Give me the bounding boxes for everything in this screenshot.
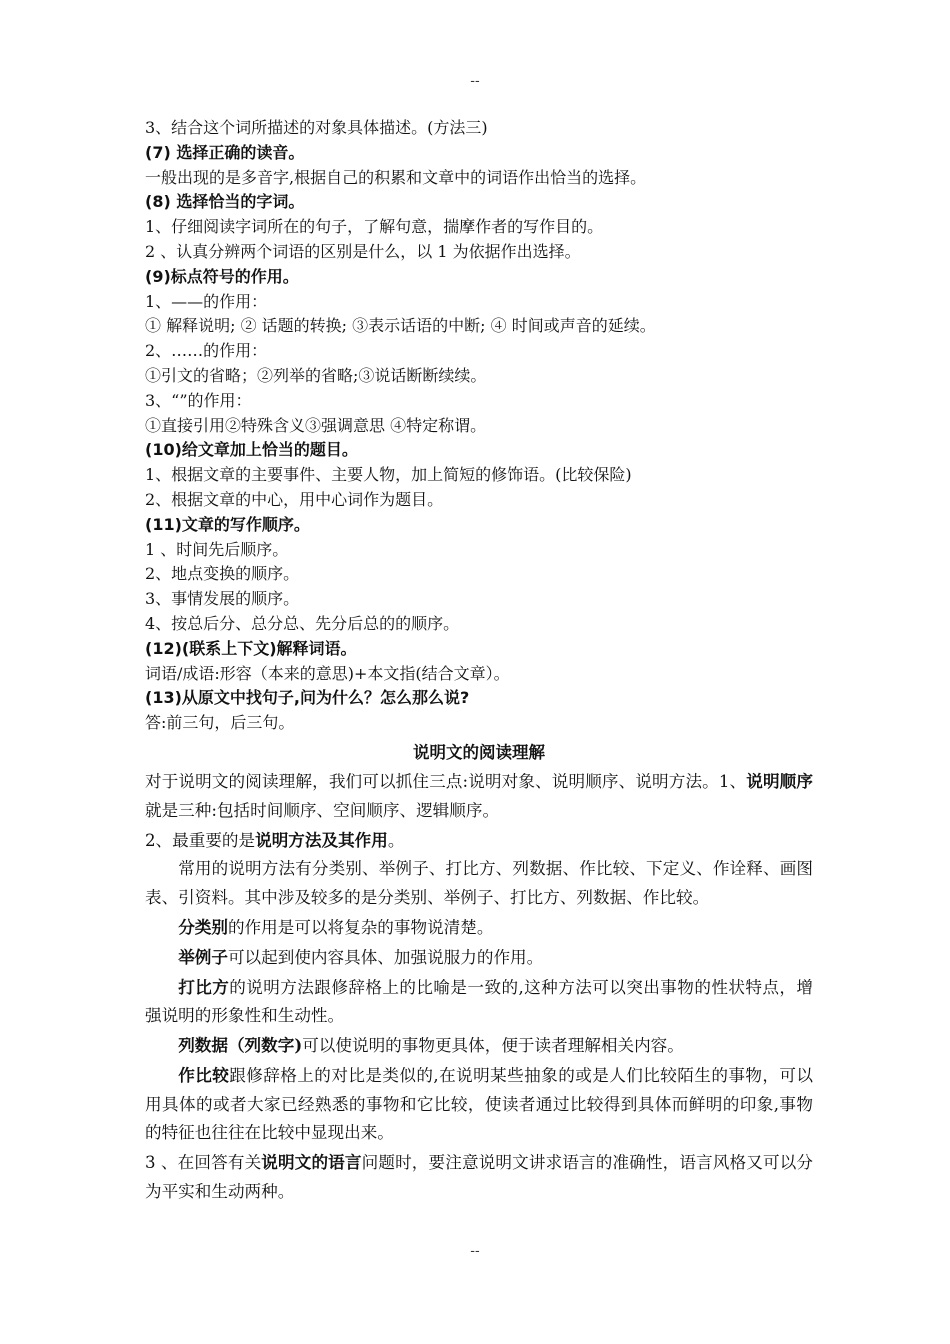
bold-term: 举例子 [178, 946, 228, 967]
paragraph-language [145, 1148, 813, 1207]
list-item: 2、……的作用： [145, 341, 268, 361]
list-item: 3、结合这个词所描述的对象具体描述。(方法三) [145, 118, 488, 137]
paragraph-examples [145, 943, 813, 973]
text-run: 问题时，要注意说明文讲求语言的准确性，语言风格又可以分为平实和生动两种。 [145, 1153, 814, 1202]
list-item: ①直接引用②特殊含义③强调意思 ④特定称谓。 [145, 415, 487, 435]
bold-term: 列数据（列数字) [178, 1035, 303, 1056]
bold-term: 分类别 [178, 916, 228, 937]
text-run: 。 [387, 830, 405, 850]
list-item: 词语/成语:形容（本来的意思)+本文指(结合文章）。 [145, 663, 510, 683]
bold-term: 打比方 [178, 976, 230, 997]
text-run: 就是三种:包括时间顺序、空间顺序、逻辑顺序。 [145, 800, 500, 820]
text-run: 可以使说明的事物更具体，便于读者理解相关内容。 [302, 1036, 684, 1056]
section-heading-10: (10)给文章加上恰当的题目。 [145, 440, 358, 460]
paragraph-comparison [145, 1061, 813, 1148]
list-item: 2、地点变换的顺序。 [145, 564, 300, 584]
bold-term: 说明方法及其作用 [255, 829, 388, 850]
paragraph-data [145, 1031, 813, 1061]
text-run: 2、最重要的是 [145, 830, 256, 850]
document-body [145, 116, 813, 1207]
list-item: ① 解释说明; ② 话题的转换; ③表示话语的中断; ④ 时间或声音的延续。 [145, 316, 656, 336]
list-item: 2、根据文章的中心，用中心词作为题目。 [145, 489, 444, 509]
paragraph-intro [145, 767, 813, 826]
section-heading-12: (12)(联系上下文)解释词语。 [145, 638, 357, 658]
text-run: 3 、在回答有关 [145, 1153, 262, 1173]
list-item: 4、按总后分、总分总、先分后总的的顺序。 [145, 613, 460, 633]
list-item: 一般出现的是多音字,根据自己的积累和文章中的词语作出恰当的选择。 [145, 167, 647, 187]
list-item: ①引文的省略；②列举的省略;③说话断断续续。 [145, 365, 487, 385]
section-heading-7: (7) 选择正确的读音。 [145, 142, 305, 162]
section-title: 说明文的阅读理解 [413, 742, 545, 762]
text-run: 对于说明文的阅读理解，我们可以抓住三点:说明对象、说明顺序、说明方法。1、 [145, 771, 747, 791]
section-heading-9: (9)标点符号的作用。 [145, 266, 299, 286]
paragraph-methods [145, 826, 813, 856]
page-marker-top: -- [470, 74, 480, 89]
section-heading-11: (11)文章的写作顺序。 [145, 514, 310, 534]
paragraph-common-methods: 常用的说明方法有分类别、举例子、打比方、列数据、作比较、下定义、作诠释、画图表、引资料。其中涉及较多的是分类别、举例子、打比方、列数据、作比较。 [145, 859, 813, 908]
text-run: 跟修辞格上的对比是类似的,在说明某些抽象的或是人们比较陌生的事物，可以用具体的或者大家已经熟悉的事物和它比较，使读者通过比较得到具体而鲜明的印象,事物的特征也往往在比较中显现出来。 [145, 1065, 813, 1143]
bold-term: 说明顺序 [746, 770, 813, 791]
list-item: 3、“”的作用： [145, 390, 252, 410]
list-item: 答:前三句，后三句。 [145, 713, 295, 733]
list-item: 1、仔细阅读字词所在的句子，了解句意，揣摩作者的写作目的。 [145, 217, 604, 237]
paragraph-classification [145, 913, 813, 943]
list-item: 1、——的作用： [145, 291, 268, 311]
paragraph-analogy [145, 973, 813, 1032]
text-run: 的说明方法跟修辞格上的比喻是一致的,这种方法可以突出事物的性状特点，增强说明的形象性和生动性。 [145, 977, 813, 1026]
list-item: 1、根据文章的主要事件、主要人物，加上简短的修饰语。(比较保险) [145, 465, 632, 485]
text-run: 的作用是可以将复杂的事物说清楚。 [227, 917, 494, 937]
text-run: 可以起到使内容具体、加强说服力的作用。 [227, 947, 544, 967]
list-item: 1 、时间先后顺序。 [145, 539, 289, 559]
list-item: 2 、认真分辨两个词语的区别是什么，以 1 为依据作出选择。 [145, 241, 581, 261]
page-marker-bottom: -- [470, 1244, 480, 1259]
section-heading-8: (8) 选择恰当的字词。 [145, 192, 305, 212]
bold-term: 作比较 [178, 1064, 230, 1085]
bold-term: 说明文的语言 [261, 1152, 362, 1173]
list-item: 3、事情发展的顺序。 [145, 589, 300, 609]
section-heading-13: (13)从原文中找句子,问为什么？怎么那么说? [145, 688, 470, 708]
